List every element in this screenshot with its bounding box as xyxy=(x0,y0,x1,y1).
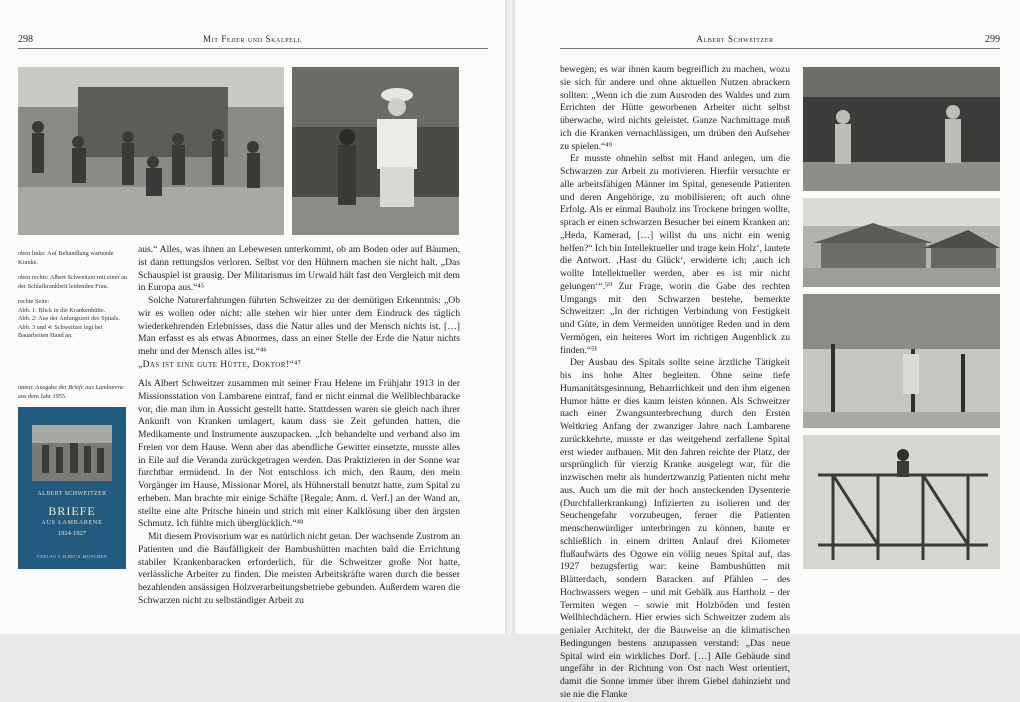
paragraph: Er musste ohnehin selbst mit Hand anlegen, um die Schwarzen zur Arbeit zu motivieren. Hierfür versuchte er alle arbeitsfähigen Männer im Spital, genesende Patienten und deren Angehörige, zu mobilisieren; oft auch ohne Erfolg. Als er einmal Bauholz ins Trockene bringen wollte, sprach er einen schwarzen Besucher bei einem Kranken an: „Heda, Kamerad, […] willst du uns nicht ein wenig helfen?“ Ich bin Intellektueller und trage kein Holz‘, lautete die Antwort. ‚Hast du Glück‘, erwiderte ich; ‚auch ich wollte Intellektueller werden, aber es ist mir nicht gelungen‘“.⁵⁰ Zur Frage, worin die Gabe des rechten Umgangs mit den Schwarzen bestehe, bemerkte Schweitzer: „In der richtigen Verbindung von Festigkeit und Güte, in dem Vermeiden unnötiger Reden und in dem Vermögen, ein heiteres Wort im richtigen Augenblick zu finden.“⁵¹ xyxy=(560,153,790,356)
caption-abb-2: Abb. 2: Aus der Anfangszeit des Spitals. xyxy=(18,315,120,322)
caption-bottom xyxy=(18,384,130,401)
header-rule-right xyxy=(560,48,1000,49)
caption-top-left: oben links: Auf Behandlung wartende Kranke. xyxy=(18,250,114,266)
caption-abb-1: Abb. 1: Blick in die Krankenhütte. xyxy=(18,306,106,314)
running-title-right: Albert Schweitzer xyxy=(696,34,774,44)
header-rule-left xyxy=(18,48,488,49)
caption-abb-3-4: Abb. 3 und 4: Schweitzer legt bei Bauarbeiten Hand an. xyxy=(18,323,103,339)
book-cover-years: 1924-1927 xyxy=(57,530,87,537)
caption-bottom-prefix: unten: Ausgabe der xyxy=(18,384,69,391)
right-page xyxy=(515,0,1020,700)
book-cover-publisher: VERLAG C.H.BECK MÜNCHEN xyxy=(36,554,108,559)
photo-schweitzer-with-patient xyxy=(292,67,459,235)
left-page xyxy=(0,0,505,634)
book-cover-subtitle: AUS LAMBARENE xyxy=(41,520,103,526)
caption-bottom-title: Briefe aus Lambarene xyxy=(68,384,124,391)
caption-right-side-title: rechte Seite: xyxy=(18,298,50,305)
paragraph: Der Ausbau des Spitals sollte seine ärztliche Tätigkeit bis ins hohe Alter begleiten. Ohne seine tiefe Humanitätsgesinnung, Beharrlichkeit und den ihm eigenen Humor hätte er dies kaum leisten können. Als Schweitzer nach einer Zwangsunterbrechung durch den Ersten Weltkrieg Anfang der zwanziger Jahre nach Lambarene zurückkehrte, musste er das weitgehend zerfallene Spital erst wieder aufbauen. Mit den Jahren reichte der Platz, der ursprünglich für vierzig Kranke ausgelegt war, für die inzwischen mehr als hundertzwanzig Patienten nicht mehr aus. Auch um die mit der hoch ansteckenden Dysenterie (Durchfallerkrankung) Infizierten zu isolieren und der Seuchengefahr vorzubeugen, ferner die Patienten menschenwürdiger unterbringen zu können, baute er schließlich in einem dritten Anlauf drei Kilometer flußaufwärts des Ogowe ein völlig neues Spital auf, das 1927 bezugsfertig war: keine Bambushütten mit Blätterdach, sondern Baracken auf Pfählen – des Hochwassers wegen – und mit Gebälk aus Hartholz – der Termiten wegen – sowie mit Holzböden und festen Wellblechdächern. Hier erwies sich Schweitzer zudem als genialer Architekt, der die Bauweise an die klimatischen Bedingungen bestens anzupassen verstand: „Das neue Spital wird ein wirkliches Dorf. […] Alle Gebäude sind ungefähr in der Richtung von Ost nach West orientiert, damit die Sonne immer über ihrem Giebel dahinzieht und sie nie die Flanke xyxy=(560,357,790,700)
running-title-left: Mit Feder und Skalpell xyxy=(203,34,302,44)
paragraph: aus.“ Alles, was ihnen an Lebewesen unterkommt, ob am Boden oder auf Bäumen, ist dann rettungslos verloren. Selbst vor den Hühnern machen sie nicht halt. „Das Schauspiel ist grausig. Der Militarismus im Urwald hält fast den Vergleich mit dem in Europa aus.“⁴⁵ xyxy=(138,244,460,294)
text-block-top-left xyxy=(138,244,460,359)
caption-right-side xyxy=(18,298,130,341)
section-heading: „Das ist eine gute Hütte, Doktor!“⁴⁷ xyxy=(138,360,302,370)
photo-waiting-patients xyxy=(18,67,284,235)
page-number-right: 299 xyxy=(985,34,1000,45)
photo-abb-3-construction xyxy=(803,294,1000,428)
paragraph: bewegen; es war ihnen kaum begreiflich zu machen, wozu sie sich für andere und ohne aktuellen Nutzen abrackern sollten: „Wenn ich die zum Ausroden des Waldes und zum Errichten der Hütte geworbenen Arbeiter nicht selbst überwache, wird nichts geleistet. Ganze Nachmittage muß ich die Kranken vernachlässigen, um drüben den Aufseher zu spielen.“⁴⁹ xyxy=(560,64,790,152)
book-cover-briefe xyxy=(18,407,126,569)
text-block-right xyxy=(560,64,790,702)
paragraph: Mit diesem Provisorium war es natürlich nicht getan. Der wachsende Zustrom an Patienten und die Baufälligkeit der Bambushütten machten bald die Errichtung stabiler Krankenbaracken erforderlich, für die Schweitzer große Not hatte, verlässliche Arbeiter zu finden. Die meisten Arbeitskräfte waren durch die besser bezahlenden ansässigen Holzverarbeitungsbetriebe gebunden. Außerdem waren die Schwarzen nicht zu selbständiger Arbeit zu xyxy=(138,531,460,606)
caption-bottom-suffix: aus dem Jahr 1955. xyxy=(18,392,67,400)
book-cover-author: ALBERT SCHWEITZER xyxy=(37,491,107,497)
photo-abb-4-building-frame xyxy=(803,435,1000,569)
photo-abb-1-hospital-hut xyxy=(803,67,1000,191)
book-cover-title: BRIEFE xyxy=(48,504,96,518)
book-cover-photo xyxy=(32,425,112,481)
caption-top-right: oben rechts: Albert Schweitzer mit einer an der Schlafkrankheit leidenden Frau. xyxy=(18,274,128,290)
paragraph: Als Albert Schweitzer zusammen mit seiner Frau Helene im Frühjahr 1913 in der Missionsstation von Lambarene eintraf, fand er nicht einmal die Wellblechbaracke vor, die man ihm in Aussicht gestellt hatte. Stattdessen waren sie gleich nach ihrer Ankunft von Kranken umlagert, kaum dass sie Zeit gefunden hatten, die Medikamente und Instrumente auszupacken. „Ich behandelte und verband also im Freien vor dem Hause. Wenn aber das abendliche Gewitter einsetzte, musste alles in Eile auf die Veranda zurückgetragen werden. Das Praktizieren in der Sonne war furchtbar ermüdend. In der Not entschloss ich mich, den Raum, den mein Vorgänger im Hause, Missionar Morel, als Hühnerstall benutzt hatte, zum Spital zu erheben. Man brachte mir einige Schäfte [Regale; Anm. d. Verf.] an der Wand an, stellte eine alte Pritsche hinein und strich mit einer Kalklösung über den ärgsten Schmutz. Ich fühlte mich überglücklich.“⁴⁸ xyxy=(138,378,460,530)
book-gutter xyxy=(505,0,515,634)
text-block-main-left xyxy=(138,378,460,608)
page-number-left: 298 xyxy=(18,34,33,45)
photo-abb-2-early-hospital xyxy=(803,198,1000,287)
paragraph: Solche Naturerfahrungen führten Schweitzer zu der demütigen Erkenntnis: „Ob wir es wollen oder nicht: alle stehen wir hier unter dem Eindruck des täglich wiederkehrenden Erlebnisses, dass die Natur alles und der Mensch nichts ist. […] Man erfasst es als etwas Abnormes, dass an einer Stelle der Erde die Natur nichts mehr und der Mensch alles ist.“⁴⁶ xyxy=(138,295,460,357)
